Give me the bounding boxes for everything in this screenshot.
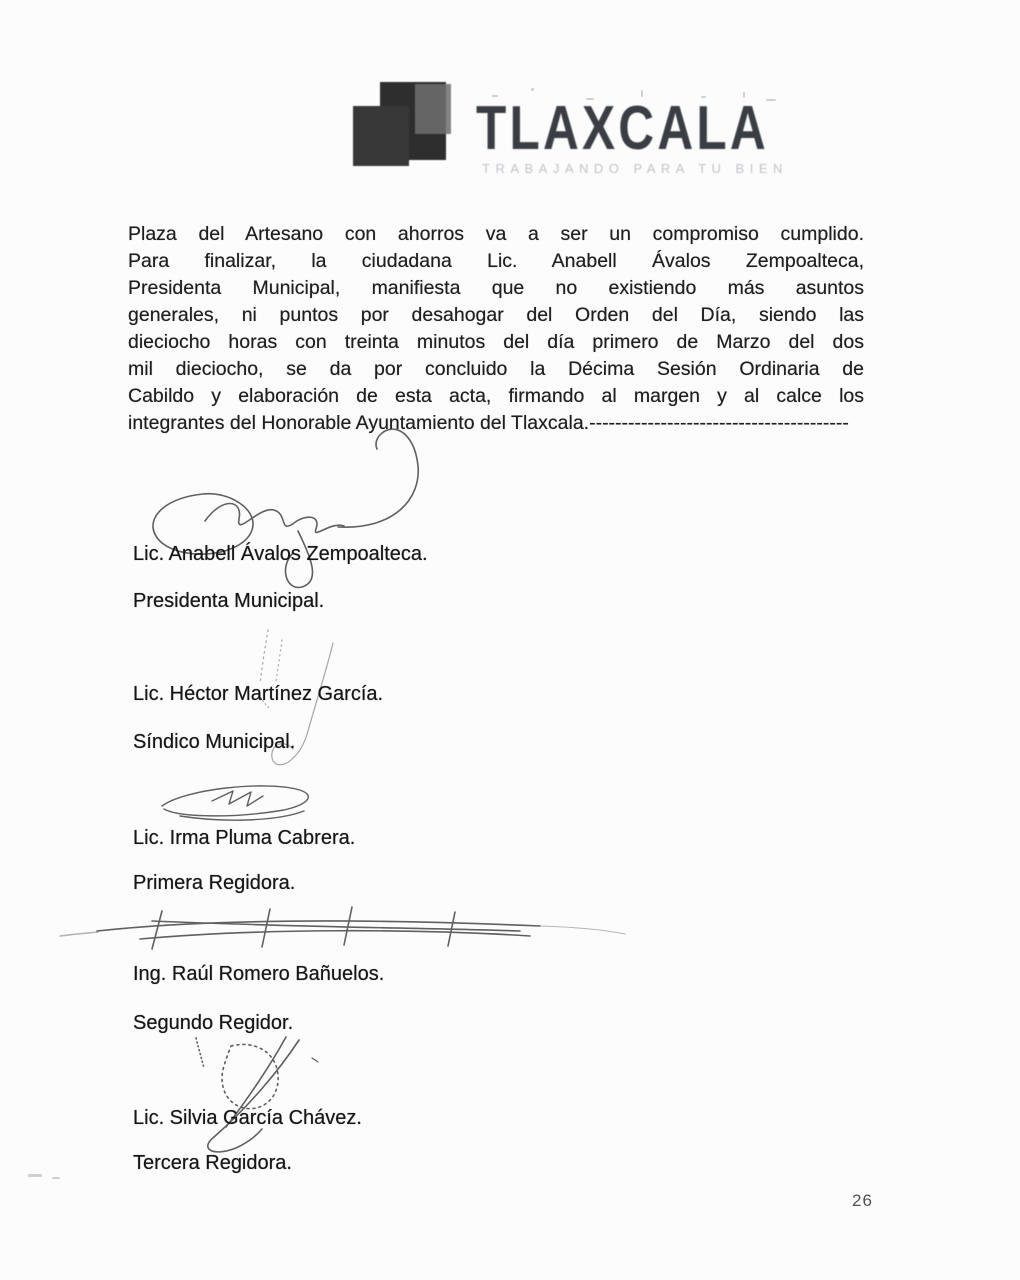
minutes-closing-paragraph [128, 221, 864, 437]
logo-square-mid [353, 106, 409, 166]
page-number: 26 [852, 1191, 873, 1210]
logo-square-light [415, 84, 451, 134]
paragraph-line: dieciocho horas con treinta minutos del día primero de Marzo del dos [128, 331, 864, 353]
signatory-name: Lic. Irma Pluma Cabrera. [133, 827, 356, 849]
paragraph-line: Para finalizar, la ciudadana Lic. Anabell Ávalos Zempoalteca, [128, 250, 864, 272]
scan-noise-speck [28, 1174, 42, 1177]
municipal-logo-icon [353, 70, 455, 170]
paragraph-line: Plaza del Artesano con ahorros va a ser un compromiso cumplido. [128, 223, 864, 245]
paragraph-line: Cabildo y elaboración de esta acta, firmando al margen y al calce los [128, 385, 864, 407]
signatory-title: Tercera Regidora. [133, 1152, 292, 1174]
paragraph-line: integrantes del Honorable Ayuntamiento del Tlaxcala.---------------------------------------- [128, 412, 849, 434]
paragraph-line: generales, ni puntos por desahogar del Orden del Día, siendo las [128, 304, 864, 326]
signature-irma-pluma-icon [162, 786, 308, 820]
signatory-name: Lic. Silvia García Chávez. [133, 1107, 362, 1129]
scan-noise-speck [52, 1177, 60, 1179]
scan-noise-speck [641, 90, 643, 97]
scan-noise-speck [531, 88, 534, 91]
scan-noise-speck [766, 99, 776, 101]
signature-silvia-garcia-icon [196, 1037, 318, 1152]
signature-raul-romero-icon [60, 907, 625, 949]
logo-wordmark: TLAXCALA [476, 94, 769, 163]
signatory-title: Segundo Regidor. [133, 1012, 294, 1034]
scan-noise-speck [492, 95, 498, 97]
paragraph-line: Presidenta Municipal, manifiesta que no existiendo más asuntos [128, 277, 864, 299]
signatory-title: Primera Regidora. [133, 872, 296, 894]
scan-noise-speck [586, 98, 594, 100]
logo-tagline: TRABAJANDO PARA TU BIEN [482, 161, 788, 176]
signatory-name: Ing. Raúl Romero Bañuelos. [133, 963, 385, 985]
scan-noise-speck [701, 96, 706, 98]
signatory-name: Lic. Héctor Martínez García. [133, 683, 384, 705]
signatory-title: Presidenta Municipal. [133, 590, 325, 612]
signatory-name: Lic. Anabell Ávalos Zempoalteca. [133, 543, 428, 565]
scan-noise-speck [743, 92, 745, 98]
paragraph-line: mil dieciocho, se da por concluido la Décima Sesión Ordinaria de [128, 358, 864, 380]
signatory-title: Síndico Municipal. [133, 731, 296, 753]
